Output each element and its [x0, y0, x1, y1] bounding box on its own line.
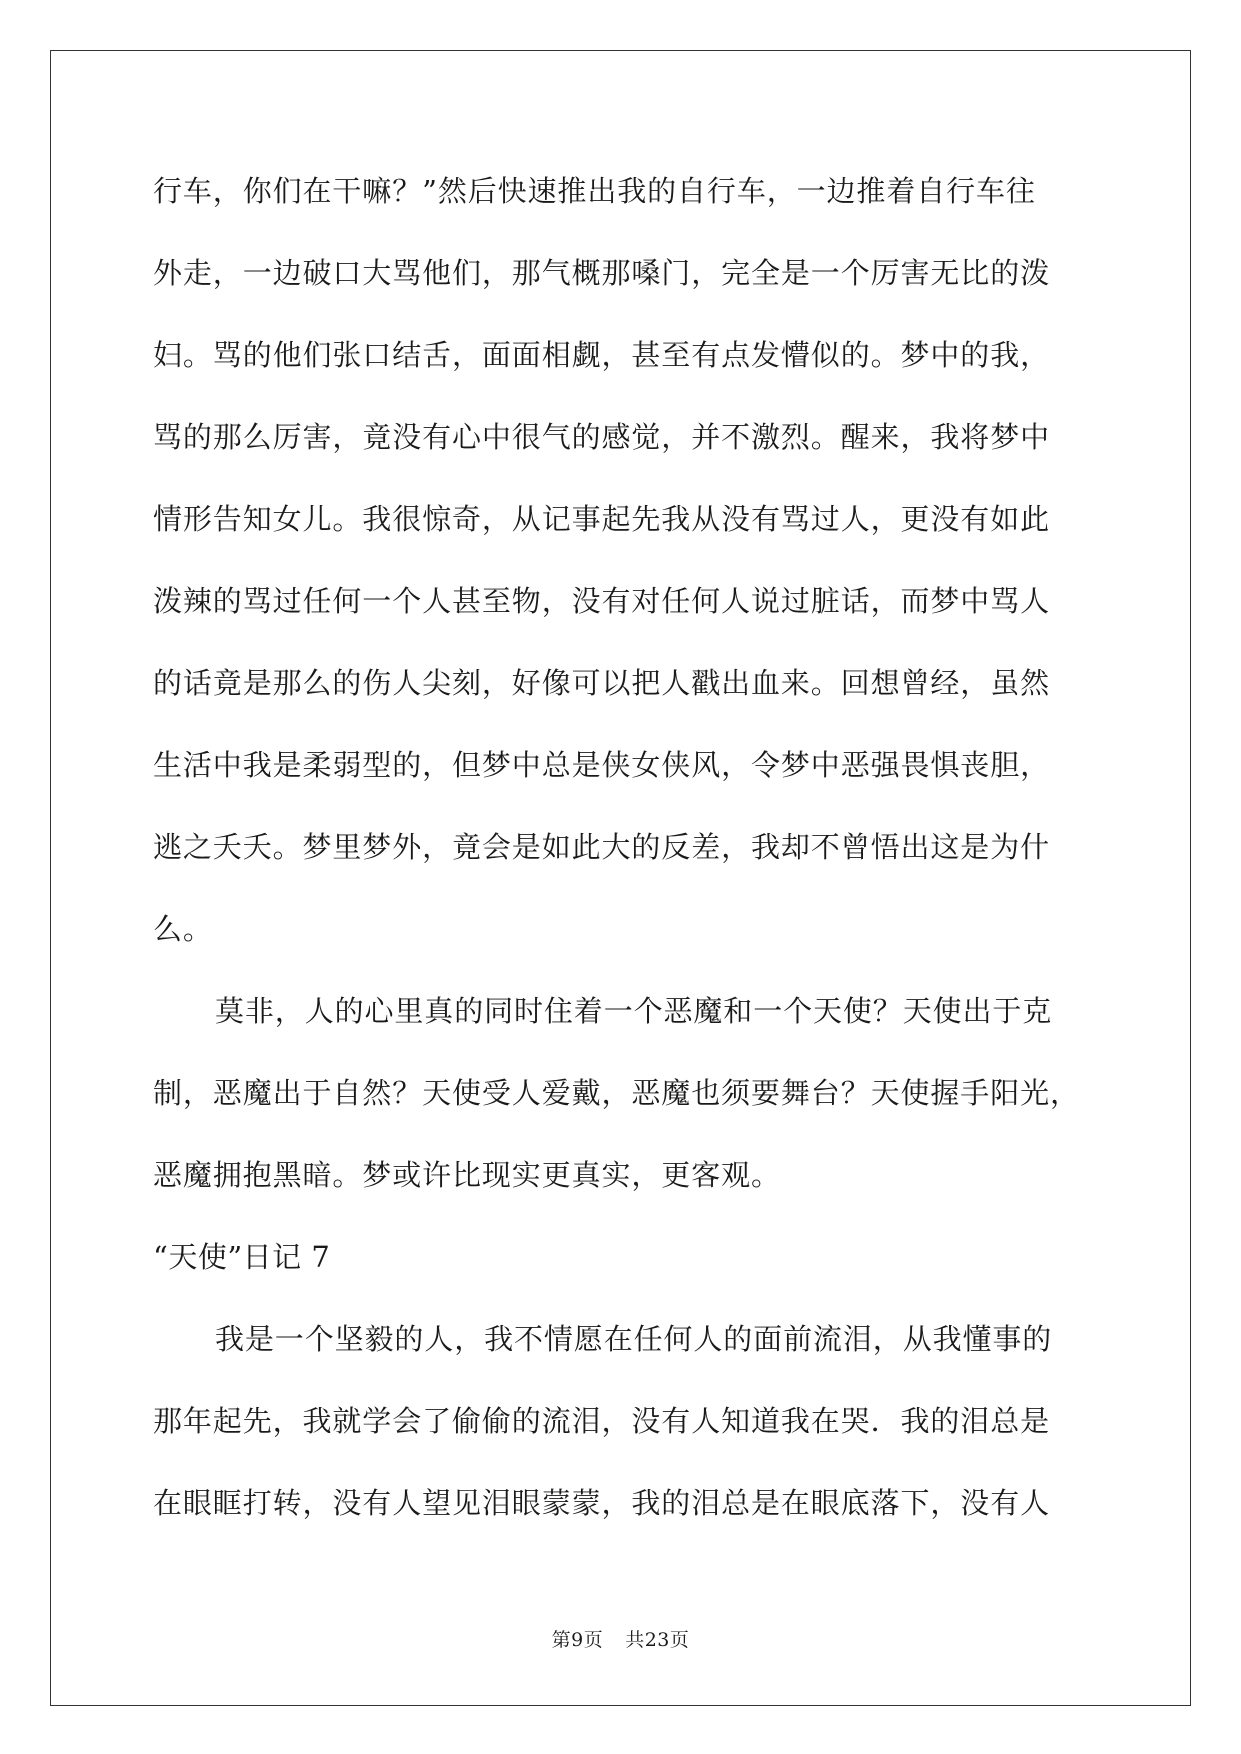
page-number: 第9页 — [551, 1629, 604, 1651]
paragraph-line: 我是一个坚毅的人，我不情愿在任何人的面前流泪，从我懂事的 — [215, 1322, 1053, 1356]
paragraph-line: 的话竟是那么的伤人尖刻，好像可以把人戳出血来。回想曾经，虽然 — [153, 666, 1051, 700]
paragraph-line: 情形告知女儿。我很惊奇，从记事起先我从没有骂过人，更没有如此 — [153, 502, 1051, 536]
paragraph-line: 行车，你们在干嘛？”然后快速推出我的自行车，一边推着自行车往 — [153, 174, 1036, 208]
page-total: 共23页 — [625, 1629, 690, 1651]
paragraph-line: 逃之夭夭。梦里梦外，竟会是如此大的反差，我却不曾悟出这是为什 — [153, 830, 1051, 864]
section-heading: “天使”日记 7 — [153, 1240, 331, 1274]
paragraph-line: 外走，一边破口大骂他们，那气概那嗓门，完全是一个厉害无比的泼 — [153, 256, 1051, 290]
paragraph-line: 骂的那么厉害，竟没有心中很气的感觉，并不激烈。醒来，我将梦中 — [153, 420, 1051, 454]
paragraph-line: 生活中我是柔弱型的，但梦中总是侠女侠风，令梦中恶强畏惧丧胆， — [153, 748, 1051, 782]
paragraph-line: 莫非，人的心里真的同时住着一个恶魔和一个天使？天使出于克 — [215, 994, 1053, 1028]
paragraph-line: 制，恶魔出于自然？天使受人爱戴，恶魔也须要舞台？天使握手阳光， — [153, 1076, 1080, 1110]
document-body — [153, 162, 1108, 1556]
paragraph-line: 泼辣的骂过任何一个人甚至物，没有对任何人说过脏话，而梦中骂人 — [153, 584, 1051, 618]
paragraph-line: 在眼眶打转，没有人望见泪眼蒙蒙，我的泪总是在眼底落下，没有人 — [153, 1486, 1051, 1520]
paragraph-line: 恶魔拥抱黑暗。梦或许比现实更真实，更客观。 — [153, 1158, 781, 1192]
paragraph-line: 那年起先，我就学会了偷偷的流泪，没有人知道我在哭．我的泪总是 — [153, 1404, 1051, 1438]
paragraph-line: 么。 — [153, 912, 213, 946]
paragraph-line: 妇。骂的他们张口结舌，面面相觑，甚至有点发懵似的。梦中的我， — [153, 338, 1051, 372]
page-footer — [0, 1625, 1241, 1652]
